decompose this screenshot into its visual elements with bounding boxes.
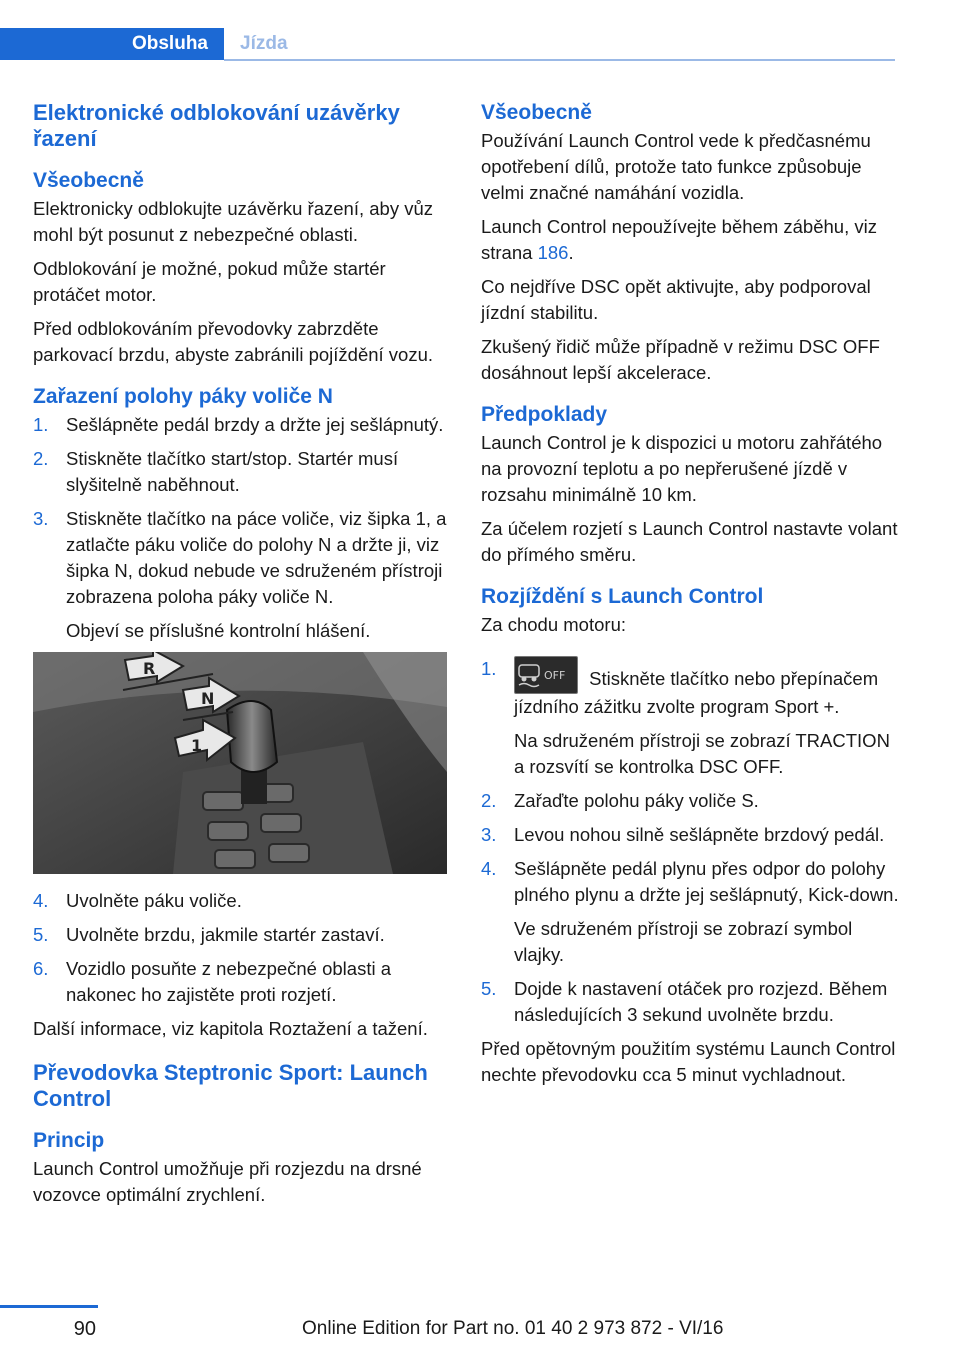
list-item xyxy=(33,922,453,948)
heading-launch-control: Převodovka Steptronic Sport: Launch Control xyxy=(33,1060,428,1111)
list-item xyxy=(33,412,453,438)
step-number: 6. xyxy=(33,958,49,979)
tab-obsluha-label: Obsluha xyxy=(131,33,208,54)
paragraph: Další informace, viz kapitola Roztažení a tažení. xyxy=(33,1018,428,1039)
step-text: Zařaďte polohu páky voliče S. xyxy=(514,790,759,811)
list-item xyxy=(481,788,901,814)
subheading-general: Všeobecně xyxy=(481,101,592,124)
paragraph: Používání Launch Control vede k předčasnému opotřebení dílů, protože tato funkce způsobuje velmi značné namáhání vozidla. xyxy=(481,130,871,203)
step-text: Stiskněte tlačítko na páce voliče, viz šipka 1, a zatlačte páku voliče do polohy N a držte ji, viz šipka N, dokud nebude ve sdruženém přístroji zobrazena poloha páky voliče N. xyxy=(66,508,447,607)
list-item xyxy=(33,506,453,610)
list-item xyxy=(33,888,453,914)
paragraph: Odblokování je možné, pokud může startér protáčet motor. xyxy=(33,258,386,305)
step-number: 3. xyxy=(33,508,49,529)
step-text: Uvolněte páku voliče. xyxy=(66,890,242,911)
paragraph: Launch Control umožňuje při rozjezdu na drsné vozovce optimální zrychlení. xyxy=(33,1158,422,1205)
subheading-engage-n: Zařazení polohy páky voliče N xyxy=(33,385,333,408)
tab-jizda[interactable] xyxy=(224,28,288,60)
paragraph: Co nejdříve DSC opět aktivujte, aby podporoval jízdní stabilitu. xyxy=(481,276,871,323)
paragraph-text: Launch Control nepoužívejte během záběhu, viz strana xyxy=(481,216,877,263)
paragraph xyxy=(481,214,901,266)
tab-jizda-label: Jízda xyxy=(240,33,288,54)
edition-text: Online Edition for Part no. 01 40 2 973 872 - VI/16 xyxy=(302,1318,724,1339)
steps-list-4 xyxy=(481,788,901,908)
left-column xyxy=(33,100,453,1216)
paragraph: Za chodu motoru: xyxy=(481,614,626,635)
steps-list-5 xyxy=(481,976,901,1028)
step-note: Objeví se příslušné kontrolní hlášení. xyxy=(66,620,371,641)
step-number: 2. xyxy=(481,790,497,811)
paragraph: Zkušený řidič může případně v režimu DSC OFF dosáhnout lepší akcelerace. xyxy=(481,336,880,383)
steps-list-3 xyxy=(481,656,901,720)
page-link[interactable]: 186 xyxy=(537,242,569,263)
subheading-prerequisites: Předpoklady xyxy=(481,403,608,426)
step-text: Vozidlo posuňte z nebezpečné oblasti a nakonec ho zajistěte proti rozjetí. xyxy=(66,958,392,1005)
step-note: Ve sdruženém přístroji se zobrazí symbol vlajky. xyxy=(514,918,853,965)
list-item xyxy=(481,976,901,1028)
section-tabs xyxy=(0,28,895,60)
step-number: 5. xyxy=(481,978,497,999)
selector-lever-figure xyxy=(33,652,447,874)
step-text: Uvolněte brzdu, jakmile startér zastaví. xyxy=(66,924,385,945)
paragraph: Před opětovným použitím systému Launch Control nechte převodovku cca 5 minut vychladnout. xyxy=(481,1038,896,1085)
step-text: Stiskněte tlačítko nebo přepínačem jízdního zážitku zvolte program Sport +. xyxy=(514,668,879,717)
step-text: Dojde k nastavení otáček pro rozjezd. Během následujících 3 sekund uvolněte brzdu. xyxy=(514,978,888,1025)
step-text: Sešlápněte pedál plynu přes odpor do polohy plného plynu a držte jej sešlápnutý, Kick-down. xyxy=(514,858,899,905)
heading-shift-lock-release: Elektronické odblokování uzávěrky řazení xyxy=(33,100,400,151)
list-item xyxy=(481,656,901,720)
paragraph: Launch Control je k dispozici u motoru zahřátého na provozní teplotu a po nepřerušené jízdě v rozsahu minimálně 10 km. xyxy=(481,432,883,505)
list-item xyxy=(33,956,453,1008)
step-text: Levou nohou silně sešlápněte brzdový pedál. xyxy=(514,824,885,845)
dsc-off-icon xyxy=(514,656,578,694)
step-number: 3. xyxy=(481,824,497,845)
paragraph-text: . xyxy=(568,242,574,263)
tab-obsluha[interactable] xyxy=(0,28,224,60)
steps-list-1 xyxy=(33,412,453,610)
step-number: 4. xyxy=(33,890,49,911)
footer-accent-line xyxy=(0,1305,98,1308)
step-number: 5. xyxy=(33,924,49,945)
subheading-launch-start: Rozjíždění s Launch Control xyxy=(481,585,764,608)
figure-label-1: 1 xyxy=(191,736,203,755)
right-column xyxy=(481,100,901,1096)
selector-lever-illustration xyxy=(33,652,447,874)
page-number: 90 xyxy=(73,1318,96,1340)
subheading-principle: Princip xyxy=(33,1129,105,1152)
tab-underline xyxy=(224,59,895,61)
paragraph: Elektronicky odblokujte uzávěrku řazení, aby vůz mohl být posunut z nebezpečné oblasti. xyxy=(33,198,434,245)
list-item xyxy=(481,822,901,848)
step-text: Stiskněte tlačítko start/stop. Startér musí slyšitelně naběhnout. xyxy=(66,448,399,495)
paragraph: Za účelem rozjetí s Launch Control nastavte volant do přímého směru. xyxy=(481,518,898,565)
step-text: Sešlápněte pedál brzdy a držte jej sešlápnutý. xyxy=(66,414,444,435)
list-item xyxy=(481,856,901,908)
steps-list-2 xyxy=(33,888,453,1008)
paragraph: Před odblokováním převodovky zabrzděte parkovací brzdu, abyste zabránili pojíždění vozu. xyxy=(33,318,434,365)
step-number: 1. xyxy=(33,414,49,435)
dsc-off-icon-label: OFF xyxy=(544,669,566,682)
subheading-general: Všeobecně xyxy=(33,169,144,192)
step-number: 4. xyxy=(481,858,497,879)
step-note: Na sdruženém přístroji se zobrazí TRACTION a rozsvítí se kontrolka DSC OFF. xyxy=(514,730,890,777)
step-number: 2. xyxy=(33,448,49,469)
figure-label-r: R xyxy=(143,659,156,678)
step-number: 1. xyxy=(481,658,497,679)
figure-label-n: N xyxy=(201,689,215,708)
list-item xyxy=(33,446,453,498)
